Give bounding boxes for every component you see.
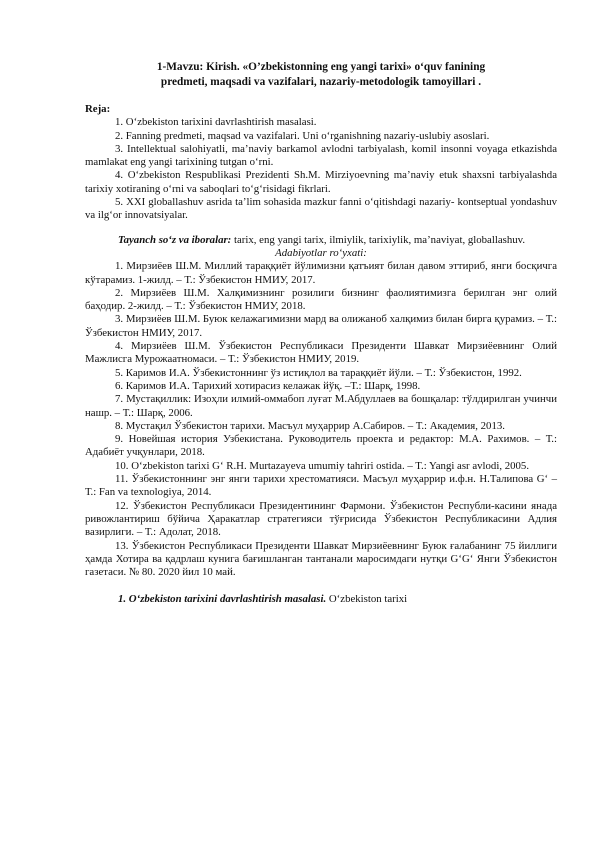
literature-item: 13. Ўзбекистон Республикаси Президенти Шавкат Мирзиёевнинг Буюк ғалабанинг 75 йиллиги ҳамда Хотира ва қадрлаш кунига бағишланган тантанали маросимдаги нутқи G‘G‘ Янги Ўзбекистон газетаси. № 80. 2020 йил 10 май. [85,539,557,579]
title-line-1: 1-Mavzu: Kirish. «O’zbekistonning eng yangi tarixi» o‘quv fanining [156,61,486,73]
keywords-paragraph [85,234,557,247]
literature-item: 11. Ўзбекистоннинг энг янги тарихи хрестоматияси. Масъул муҳаррир и.ф.н. Н.Талипова G‘ – Т.: Fan va texnologiya, 2014. [85,473,557,499]
literature-item: 5. Каримов И.А. Ўзбекистоннинг ўз истиқлол ва тараққиёт йўли. – Т.: Ўзбекистон, 1992. [115,366,522,379]
plan-item: 3. Intellektual salohiyatli, ma’naviy barkamol avlodni tarbiyalash, komil insonni voyaga etkazishda mamlakat eng yangi tarixining tutgan o‘rni. [85,142,557,169]
literature-item: 6. Каримов И.А. Тарихий хотирасиз келажак йўқ. –Т.: Шарқ, 1998. [115,379,421,392]
plan-item: 4. O‘zbekiston Respublikasi Prezidenti Sh.M. Mirziyoevning ma’naviy etuk shaxsni tarbiyalashda tarixiy xotiraning o‘rni va saboqlari to‘g‘risidagi fikrlari. [85,169,557,195]
plan-item: 5. XXI globallashuv asrida ta’lim sohasida mazkur fanni o‘qitishdagi nazariy- kontseptual yondashuv va ilg‘or innovatsiyalar. [85,196,557,222]
literature-heading: Adabiyotlar ro‘yxati: [275,246,367,259]
literature-item: 2. Мирзиёев Ш.М. Халқимизнинг розилиги бизнинг фаолиятимизга берилган энг олий баҳодир. 2-жилд. – Т.: Ўзбекистон НМИУ, 2018. [85,286,557,313]
document-page [85,60,557,607]
literature-item: 9. Новейшая история Узбекистана. Руководитель проекта и редактор: М.А. Рахимов. – Т.: Адабиёт учқунлари, 2018. [85,433,557,459]
section-1-text: O‘zbekiston tarixi [326,593,408,606]
literature-item: 10. O‘zbekiston tarixi G‘ R.H. Murtazayeva umumiy tahriri ostida. – T.: Yangi asr avlodi, 2005. [115,459,530,472]
title-line-2: predmeti, maqsadi va vazifalari, nazariy-metodologik tamoyillari . [160,76,482,88]
literature-item: 1. Мирзиёев Ш.М. Миллий тараққиёт йўлимизни қатъият билан давом эттириб, янги босқичга кўтарамиз. 1-жилд. – Т.: Ўзбекистон НМИУ, 2017. [85,260,557,286]
page-title [85,60,557,90]
plan-item: 1. O‘zbekiston tarixini davrlashtirish masalasi. [115,116,317,129]
literature-item: 3. Мирзиёев Ш.М. Буюк келажагимизни мард ва олижаноб халқимиз билан бирга қурамиз. – Т.: Ўзбекистон НМИУ, 2017. [85,313,557,339]
keywords-label: Tayanch so‘z va iboralar: [118,233,232,246]
section-1-paragraph [85,593,557,606]
literature-item: 7. Мустақиллик: Изоҳли илмий-оммабоп луғат М.Абдуллаев ва бошқалар: тўлдирилган учинчи нашр. – Т.: Шарқ, 2006. [85,393,557,419]
literature-item: 8. Мустақил Ўзбекистон тарихи. Масъул муҳаррир А.Сабиров. – Т.: Академия, 2013. [115,419,505,432]
plan-heading: Reja: [85,103,111,115]
plan-item: 2. Fanning predmeti, maqsad va vazifalari. Uni o‘rganishning nazariy-uslubiy asoslari. [115,129,490,142]
keywords-text: tarix, eng yangi tarix, ilmiylik, tarixiylik, ma’naviyat, globallashuv. [231,233,526,246]
section-1-heading: 1. O‘zbekiston tarixini davrlashtirish masalasi. [118,593,327,606]
literature-item: 12. Ўзбекистон Республикаси Президентининг Фармони. Ўзбекистон Республи-касини янада ривожлантириш бўйича Ҳаракатлар стратегияси тўғрисида Ўзбекистон Республикасини Адлия вазирлиги. – Т.: Адолат, 2018. [85,499,557,539]
literature-item: 4. Мирзиёев Ш.М. Ўзбекистон Республикаси Президенти Шавкат Мирзиёевнинг Олий Мажлисга Мурожаатномаси. – Т.: Ўзбекистон НМИУ, 2019. [85,340,557,366]
